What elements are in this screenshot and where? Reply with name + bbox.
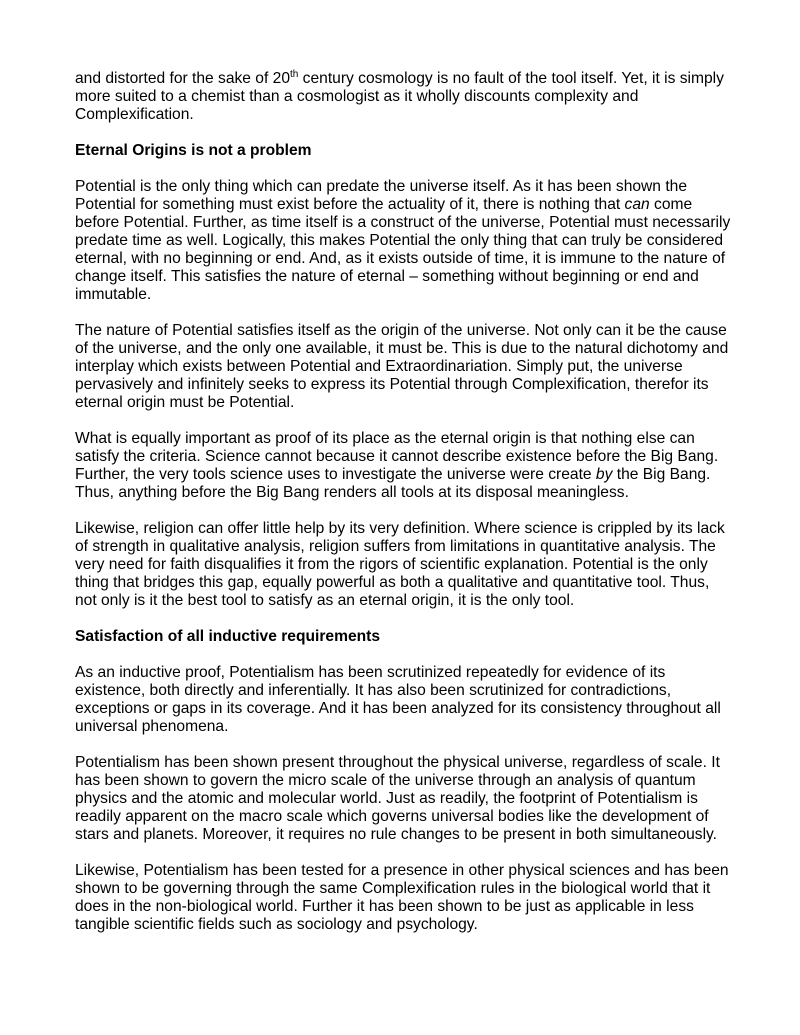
document-page bbox=[75, 70, 735, 952]
paragraph-text: and distorted for the sake of 20 bbox=[75, 70, 290, 87]
paragraph-text: Likewise, Potentialism has been tested for a presence in other physical sciences and has been shown to be governing through the same Complexification rules in the biological world that it does in the non-biological world. Further it has been shown to be just as applicable in less tangible scientific fields such as sociology and psychology. bbox=[75, 862, 729, 933]
paragraph-text: Likewise, religion can offer little help by its very definition. Where science is crippled by its lack of strength in qualitative analysis, religion suffers from limitations in quantitative analysis. The very need for faith disqualifies it from the rigors of scientific explanation. Potential is the only thing that bridges this gap, equally powerful as both a qualitative and quantitative tool. Thus, not only is it the best tool to satisfy as an eternal origin, it is the only tool. bbox=[75, 520, 725, 609]
superscript-text: th bbox=[290, 69, 299, 80]
body-paragraph bbox=[75, 754, 735, 844]
paragraph-text: What is equally important as proof of its place as the eternal origin is that nothing else can satisfy the criteria. Science cannot because it cannot describe existence before the Big Bang. Further, the very tools science uses to investigate the universe were create bbox=[75, 430, 719, 483]
emphasized-text: by bbox=[595, 466, 613, 483]
body-paragraph bbox=[75, 70, 735, 124]
body-paragraph bbox=[75, 664, 735, 736]
paragraph-text: Potential is the only thing which can predate the universe itself. As it has been shown the Potential for something must exist before the actuality of it, there is nothing that bbox=[75, 178, 687, 213]
paragraph-text: As an inductive proof, Potentialism has been scrutinized repeatedly for evidence of its existence, both directly and inferentially. It has also been scrutinized for contradictions, exceptions or gaps in its coverage. And it has been analyzed for its consistency throughout all universal phenomena. bbox=[75, 664, 721, 735]
paragraph-text: The nature of Potential satisfies itself as the origin of the universe. Not only can it be the cause of the universe, and the only one available, it must be. This is due to the natural dichotomy and interplay which exists between Potential and Extraordinariation. Simply put, the universe pervasively and infinitely seeks to express its Potential through Complexification, therefor its eternal origin must be Potential. bbox=[75, 322, 729, 411]
body-paragraph bbox=[75, 178, 735, 304]
paragraph-text: Potentialism has been shown present throughout the physical universe, regardless of scale. It has been shown to govern the micro scale of the universe through an analysis of quantum physics and the atomic and molecular world. Just as readily, the footprint of Potentialism is readily apparent on the macro scale which governs universal bodies like the development of stars and planets. Moreover, it requires no rule changes to be present in both simultaneously. bbox=[75, 754, 720, 843]
body-paragraph bbox=[75, 322, 735, 412]
paragraph-text: the Big Bang. Thus, anything before the Big Bang renders all tools at its disposal meaningless. bbox=[75, 466, 711, 501]
section-heading: Satisfaction of all inductive requirements bbox=[75, 628, 381, 645]
body-paragraph bbox=[75, 862, 735, 934]
paragraph-text: come before Potential. Further, as time itself is a construct of the universe, Potential must necessarily predate time as well. Logically, this makes Potential the only thing that can truly be considered eternal, with no beginning or end. And, as it exists outside of time, it is immune to the nature of change itself. This satisfies the nature of eternal – something without beginning or end and immutable. bbox=[75, 196, 731, 303]
emphasized-text: can bbox=[624, 196, 650, 213]
paragraph-text: century cosmology is no fault of the tool itself. Yet, it is simply more suited to a chemist than a cosmologist as it wholly discounts complexity and Complexification. bbox=[75, 70, 724, 123]
body-paragraph bbox=[75, 520, 735, 610]
section-heading: Eternal Origins is not a problem bbox=[75, 142, 312, 159]
body-paragraph bbox=[75, 430, 735, 502]
